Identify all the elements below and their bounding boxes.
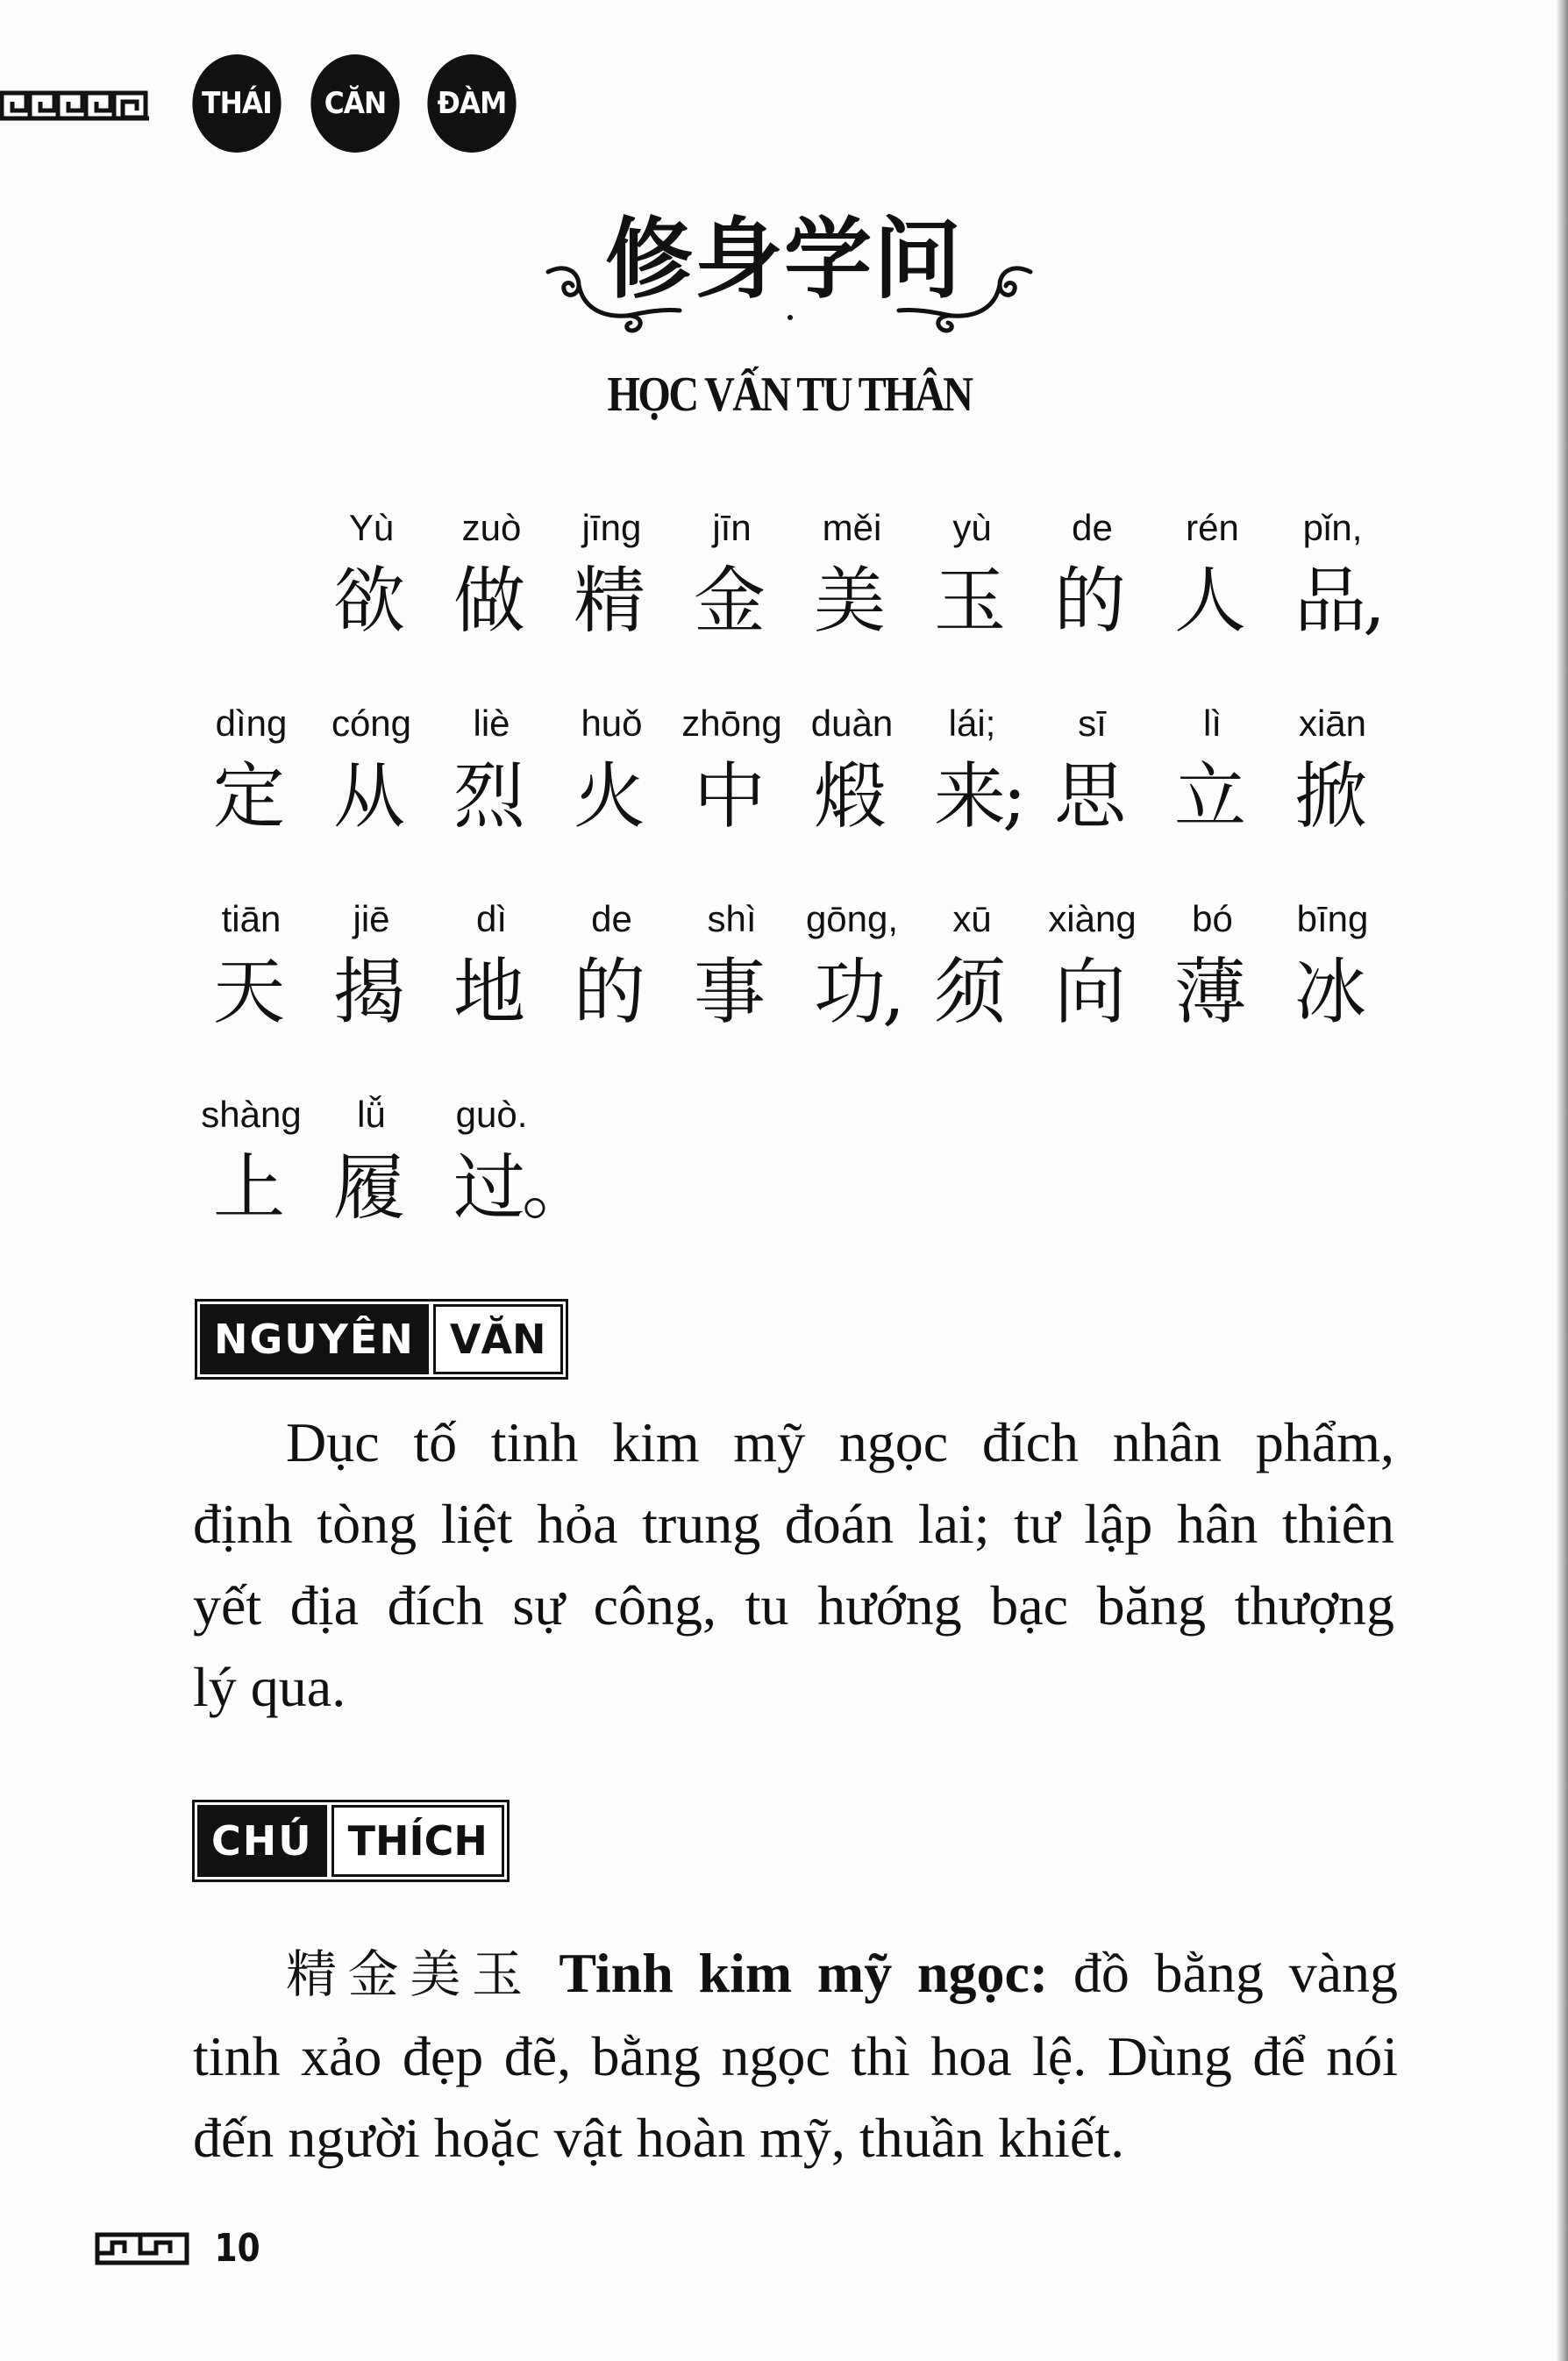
label-dark-part: CHÚ (197, 1805, 327, 1877)
hanzi-glyph: 来 (934, 755, 1007, 838)
hanzi-character (1294, 558, 1386, 646)
hanzi-glyph: 薄 (1174, 951, 1247, 1034)
pinyin: de (1072, 507, 1113, 548)
hanzi-character (453, 949, 529, 1037)
hanzi-character (574, 753, 649, 841)
hanzi-glyph: 中 (694, 755, 766, 838)
hanzi-character (1174, 753, 1250, 841)
note-term-chinese: 精金美玉 (286, 1944, 534, 2004)
hanzi-character (1054, 558, 1130, 646)
hanzi-character (1054, 949, 1130, 1037)
hanzi-character (213, 1145, 289, 1232)
label-light-part: VĂN (433, 1304, 563, 1374)
hanzi-glyph: 定 (213, 755, 286, 838)
hanzi-character (1294, 753, 1370, 841)
hanzi-glyph: 从 (333, 755, 406, 838)
note-definition-start: đồ bằng vàng (1073, 1942, 1399, 2004)
paragraph-line (193, 1932, 1398, 2015)
page-footer (95, 2226, 264, 2271)
page-number: 10 (214, 2226, 260, 2271)
hanzi-character (1294, 949, 1370, 1037)
hanzi-glyph: 思 (1054, 755, 1127, 838)
chapter-title-vietnamese: HỌC VẤN TU THÂN (607, 367, 972, 422)
hanzi-character (333, 949, 409, 1037)
pinyin: bó (1192, 898, 1233, 939)
hanzi-glyph: 履 (333, 1146, 406, 1230)
pinyin: dì (475, 898, 508, 939)
pinyin: zhōng (681, 703, 782, 744)
pinyin: jīn (712, 507, 752, 548)
paragraph-line: định tòng liệt hỏa trung đoán lai; tư lập hân thiên (193, 1493, 1394, 1555)
pinyin: dìng (215, 703, 288, 744)
hanzi-character (1174, 949, 1250, 1037)
pinyin: měi (822, 507, 882, 548)
hanzi-glyph: 的 (574, 951, 646, 1034)
hanzi-character (694, 949, 769, 1037)
pinyin: liè (473, 703, 510, 744)
pinyin: lì (1203, 703, 1222, 744)
hanzi-character (694, 753, 769, 841)
pinyin: duàn (810, 703, 894, 744)
hanzi-character (574, 949, 649, 1037)
punctuation: , (1363, 560, 1386, 643)
hanzi-character (694, 558, 769, 646)
label-dark-part: NGUYÊN (200, 1304, 429, 1374)
pinyin: bīng (1296, 898, 1369, 939)
hanzi-glyph: 功 (814, 951, 887, 1034)
hanzi-character (453, 753, 529, 841)
hanzi-glyph: 烈 (453, 755, 526, 838)
page-edge-shadow (1556, 0, 1568, 2361)
hanzi-glyph: 须 (934, 951, 1007, 1034)
pinyin: jiē (353, 898, 390, 939)
hanzi-character (1054, 753, 1130, 841)
pinyin: xū (952, 898, 992, 939)
greek-key-ornament-icon (0, 88, 151, 121)
hanzi-character (453, 1145, 595, 1232)
hanzi-glyph: 精 (574, 560, 646, 643)
hanzi-character (1174, 558, 1250, 646)
hanzi-glyph: 天 (213, 951, 286, 1034)
pinyin: shàng (201, 1094, 302, 1135)
hanzi-glyph: 揭 (333, 951, 406, 1034)
label-light-part: THÍCH (331, 1805, 504, 1877)
hanzi-character (814, 753, 889, 841)
hanzi-character (574, 558, 649, 646)
hanzi-glyph: 玉 (934, 560, 1007, 643)
original-text-paragraph (193, 1402, 1394, 1728)
hanzi-character (213, 753, 289, 841)
pinyin: Yù (348, 507, 395, 548)
pinyin: pǐn, (1302, 507, 1363, 548)
hanzi-character (333, 1145, 409, 1232)
hanzi-character (333, 558, 409, 646)
chapter-title-chinese: 修身学问 (605, 208, 963, 310)
hanzi-glyph: 上 (213, 1146, 286, 1230)
hanzi-glyph: 向 (1054, 951, 1127, 1034)
pinyin: de (591, 898, 632, 939)
hanzi-glyph: 过 (453, 1146, 526, 1230)
pinyin: rén (1186, 507, 1239, 548)
pinyin: xiān (1298, 703, 1367, 744)
pinyin: lái; (948, 703, 996, 744)
hanzi-glyph: 的 (1054, 560, 1127, 643)
hanzi-glyph: 人 (1174, 560, 1247, 643)
paragraph-line: Dục tố tinh kim mỹ ngọc đích nhân phẩm, (286, 1411, 1394, 1473)
hanzi-character (934, 753, 1027, 841)
hanzi-glyph: 事 (694, 951, 766, 1034)
punctuation: 。 (522, 1146, 595, 1230)
scroll-ornament-icon (539, 254, 1039, 342)
hanzi-character (934, 558, 1009, 646)
hanzi-glyph: 火 (574, 755, 646, 838)
paragraph-line: yết địa đích sự công, tu hướng bạc băng thượng (193, 1574, 1394, 1637)
hanzi-character (333, 753, 409, 841)
paragraph-line: tinh xảo đẹp đẽ, bằng ngọc thì hoa lệ. Dùng để nói (193, 2025, 1398, 2087)
hanzi-character (814, 949, 906, 1037)
paragraph-line: đến người hoặc vật hoàn mỹ, thuần khiết. (193, 2107, 1125, 2169)
pinyin: jīng (581, 507, 642, 548)
section-label-original-text (195, 1299, 568, 1380)
pinyin: cóng (331, 703, 412, 744)
hanzi-glyph: 做 (453, 560, 526, 643)
pinyin: tiān (221, 898, 282, 939)
pinyin: shì (707, 898, 757, 939)
header-badge-can: CĂN (310, 54, 399, 153)
hanzi-glyph: 煅 (814, 755, 887, 838)
notes-paragraph (193, 1932, 1398, 2179)
hanzi-glyph: 美 (814, 560, 887, 643)
paragraph-line: lý qua. (193, 1656, 346, 1718)
section-label-notes (192, 1800, 510, 1882)
hanzi-glyph: 立 (1174, 755, 1247, 838)
hanzi-glyph: 冰 (1294, 951, 1367, 1034)
hanzi-glyph: 掀 (1294, 755, 1367, 838)
hanzi-character (814, 558, 889, 646)
pinyin: huǒ (581, 703, 643, 744)
note-term-vietnamese: Tinh kim mỹ ngọc: (559, 1942, 1049, 2004)
hanzi-character (934, 949, 1009, 1037)
pinyin: sī (1078, 703, 1107, 744)
punctuation: ; (1002, 755, 1027, 838)
pinyin: xiàng (1048, 898, 1137, 939)
pinyin: lǚ (357, 1094, 386, 1135)
header-badge-thai: THÁI (192, 54, 281, 153)
pinyin: yù (952, 507, 992, 548)
hanzi-character (213, 949, 289, 1037)
pinyin: gōng, (805, 898, 899, 939)
pinyin: zuò (461, 507, 522, 548)
greek-key-footer-icon (95, 2232, 189, 2265)
hanzi-glyph: 地 (453, 951, 526, 1034)
header-badge-dam: ĐÀM (427, 54, 516, 153)
hanzi-glyph: 金 (694, 560, 766, 643)
hanzi-character (453, 558, 529, 646)
hanzi-glyph: 欲 (333, 560, 406, 643)
punctuation: , (882, 951, 906, 1034)
pinyin: guò. (455, 1094, 528, 1135)
hanzi-glyph: 品 (1294, 560, 1367, 643)
